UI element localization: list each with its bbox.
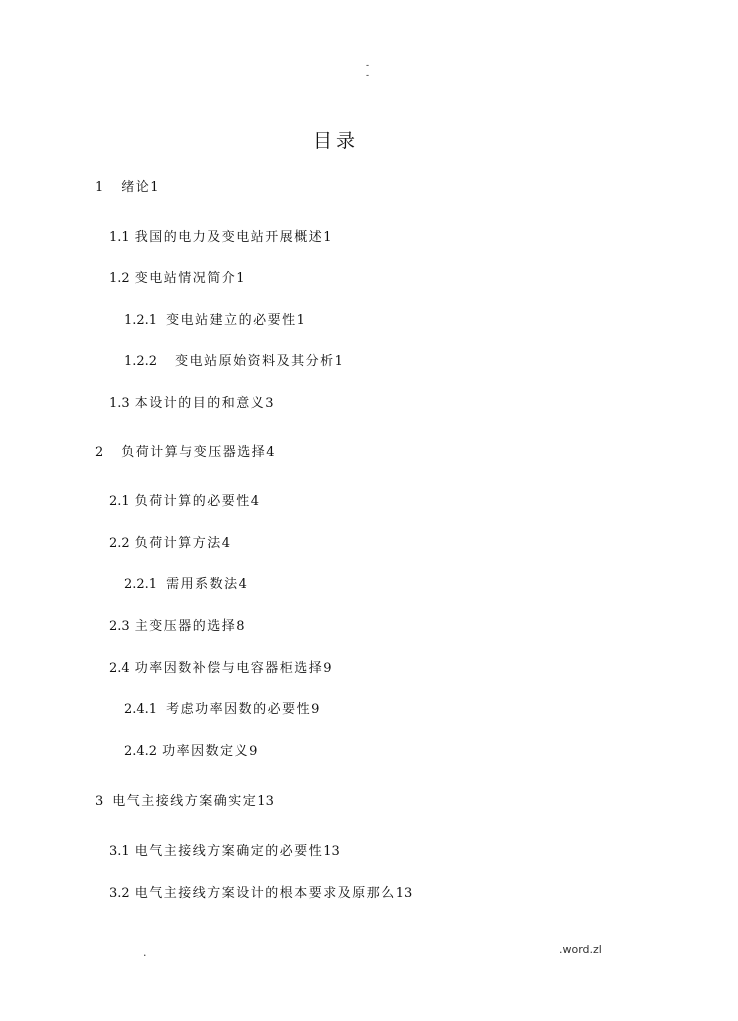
- header-mark-top: -: [366, 61, 370, 71]
- toc-entry-number: 2.4: [109, 661, 130, 676]
- footer-watermark-text: .word.zl: [559, 943, 602, 956]
- toc-entry-number: 1.3: [109, 396, 130, 411]
- toc-entry-3[interactable]: [95, 794, 274, 810]
- toc-entry-page: 4: [250, 494, 259, 509]
- toc-entry-text: 负荷计算方法: [134, 536, 222, 551]
- toc-entry-number: 2.3: [109, 619, 130, 634]
- toc-entry-number: 2.4.2: [124, 744, 158, 759]
- toc-entry-number: 2.2: [109, 536, 130, 551]
- toc-entry-number: 3.2: [109, 886, 130, 901]
- toc-entry-3-1[interactable]: [109, 844, 340, 860]
- toc-entry-page: 1: [323, 230, 332, 245]
- toc-entry-1[interactable]: [95, 180, 159, 196]
- toc-entry-2-2-1[interactable]: [124, 577, 247, 593]
- toc-entry-number: 2.2.1: [124, 577, 158, 592]
- toc-entry-number: 2.4.1: [124, 702, 158, 717]
- toc-entry-page: 9: [249, 744, 258, 759]
- toc-entry-page: 1: [296, 313, 305, 328]
- toc-entry-page: 4: [221, 536, 230, 551]
- toc-entry-number: 2.1: [109, 494, 130, 509]
- toc-entry-page: 3: [265, 396, 274, 411]
- toc-entry-page: 4: [238, 577, 247, 592]
- toc-entry-text: 电气主接线方案确定的必要性: [134, 844, 324, 859]
- toc-entry-page: 13: [323, 844, 340, 859]
- toc-entry-text: 需用系数法: [166, 577, 239, 592]
- toc-entry-text: 负荷计算的必要性: [134, 494, 251, 509]
- toc-entry-text: 电气主接线方案确实定: [112, 794, 258, 809]
- toc-entry-1-3[interactable]: [109, 396, 273, 412]
- toc-entry-1-2-2[interactable]: [124, 354, 343, 370]
- toc-entry-number: 3: [95, 794, 104, 809]
- toc-entry-2-3[interactable]: [109, 619, 244, 635]
- toc-entry-1-2-1[interactable]: [124, 313, 305, 329]
- toc-title: 目录: [312, 130, 359, 152]
- toc-entry-page: 1: [334, 354, 343, 369]
- toc-entry-2-1[interactable]: [109, 494, 259, 510]
- toc-entry-text: 功率因数定义: [162, 744, 250, 759]
- toc-entry-text: 绪论: [121, 180, 151, 195]
- toc-entry-page: 13: [257, 794, 274, 809]
- toc-entry-page: 9: [323, 661, 332, 676]
- toc-entry-page: 8: [236, 619, 245, 634]
- toc-entry-page: 1: [236, 271, 245, 286]
- toc-entry-page: 9: [311, 702, 320, 717]
- toc-entry-2-4[interactable]: [109, 661, 331, 677]
- toc-entry-text: 本设计的目的和意义: [134, 396, 266, 411]
- toc-entry-number: 3.1: [109, 844, 130, 859]
- toc-entry-2[interactable]: [95, 445, 275, 461]
- toc-entry-page: 4: [266, 445, 275, 460]
- toc-entry-3-2[interactable]: [109, 886, 412, 902]
- toc-entry-1-1[interactable]: [109, 230, 331, 246]
- toc-entry-number: 2: [95, 445, 104, 460]
- footer-left-mark: .: [143, 946, 147, 959]
- toc-entry-number: 1.2.2: [124, 354, 158, 369]
- toc-entry-page: 1: [150, 180, 159, 195]
- toc-entry-text: 我国的电力及变电站开展概述: [134, 230, 324, 245]
- toc-entry-number: 1: [95, 180, 104, 195]
- toc-entry-text: 主变压器的选择: [134, 619, 237, 634]
- toc-entry-1-2[interactable]: [109, 271, 244, 287]
- toc-entry-text: 变电站建立的必要性: [166, 313, 297, 328]
- header-mark-bottom: -: [366, 71, 370, 81]
- toc-entry-text: 电气主接线方案设计的根本要求及原那么: [134, 886, 396, 901]
- toc-entry-text: 变电站原始资料及其分析: [175, 354, 335, 369]
- toc-entry-number: 1.1: [109, 230, 130, 245]
- toc-entry-number: 1.2.1: [124, 313, 158, 328]
- toc-entry-2-4-2[interactable]: [124, 744, 257, 760]
- toc-entry-2-4-1[interactable]: [124, 702, 319, 718]
- toc-entry-page: 13: [395, 886, 413, 901]
- toc-entry-text: 考虑功率因数的必要性: [166, 702, 312, 717]
- toc-entry-text: 变电站情况简介: [134, 271, 237, 286]
- toc-entry-text: 负荷计算与变压器选择: [121, 445, 267, 460]
- toc-entry-number: 1.2: [109, 271, 130, 286]
- toc-entry-text: 功率因数补偿与电容器柜选择: [134, 661, 324, 676]
- toc-entry-2-2[interactable]: [109, 536, 230, 552]
